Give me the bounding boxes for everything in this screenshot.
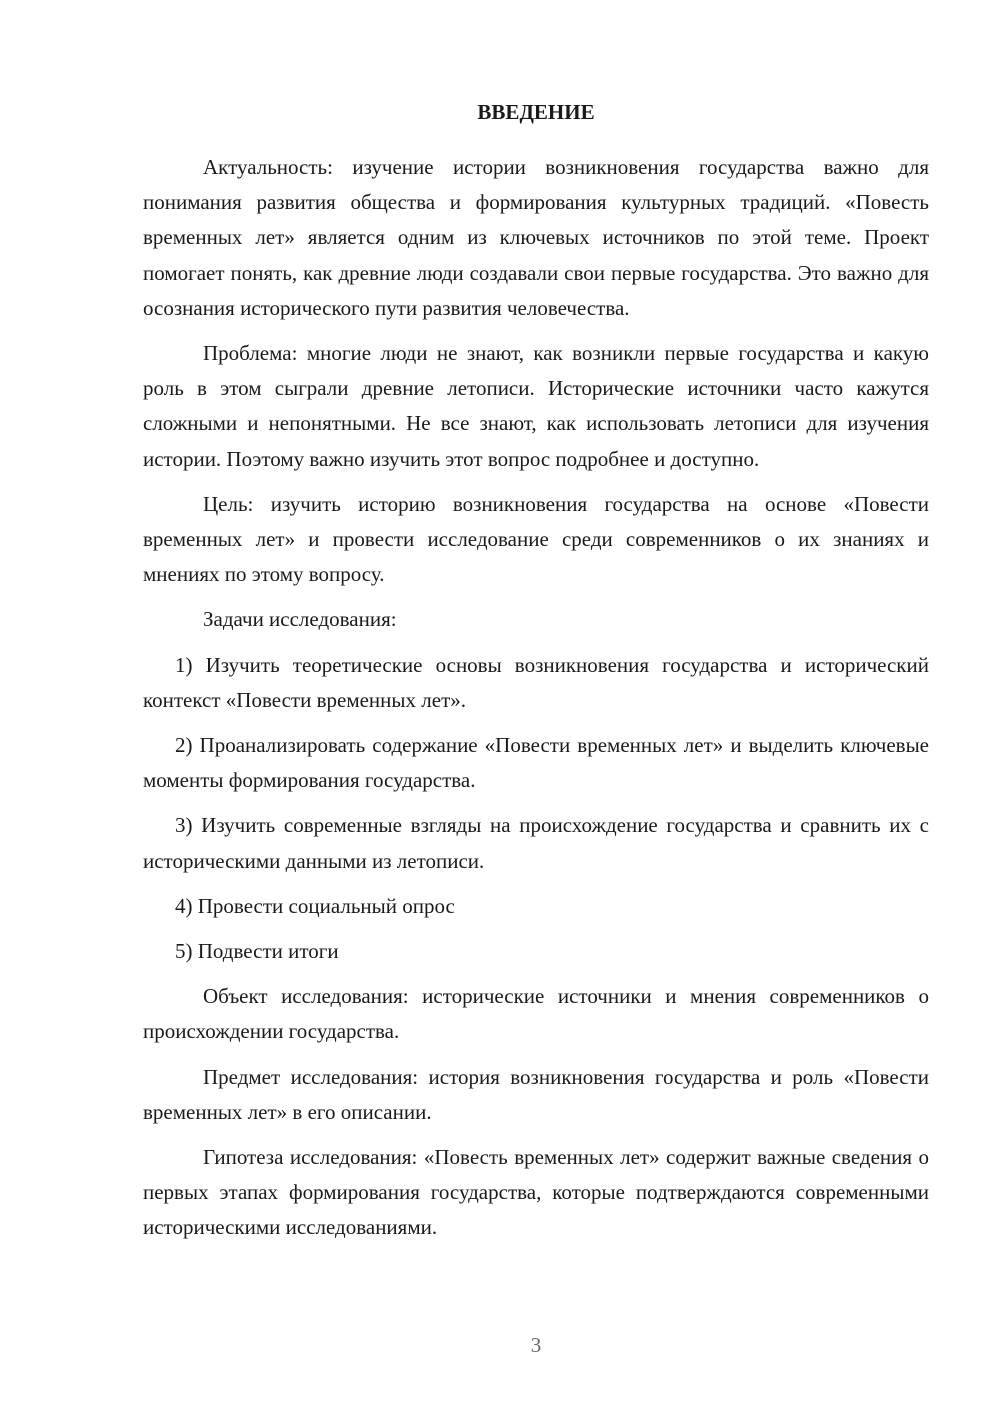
section-title: ВВЕДЕНИЕ	[477, 100, 595, 124]
paragraph-problem: Проблема: многие люди не знают, как возникли первые государства и какую роль в этом сыграли древние летописи. Исторические источники часто кажутся сложными и непонятными. Не все знают, как использовать летописи для изучения истории. Поэтому важно изучить этот вопрос подробнее и доступно.	[143, 341, 929, 471]
page-content	[143, 95, 929, 1246]
task-item-3: 3) Изучить современные взгляды на происхождение государства и сравнить их с историческими данными из летописи.	[143, 813, 929, 873]
paragraph-relevance: Актуальность: изучение истории возникновения государства важно для понимания развития общества и формирования культурных традиций. «Повесть временных лет» является одним из ключевых источников по этой теме. Проект помогает понять, как древние люди создавали свои первые государства. Это важно для осознания исторического пути развития человечества.	[143, 155, 929, 320]
paragraph-subject: Предмет исследования: история возникновения государства и роль «Повести временных лет» в его описании.	[143, 1064, 929, 1124]
paragraph-object: Объект исследования: исторические источники и мнения современников о происхождении государства.	[143, 984, 929, 1044]
page-number: 3	[530, 1333, 542, 1357]
task-item-4: 4) Провести социальный опрос	[175, 893, 455, 918]
paragraph-hypothesis: Гипотеза исследования: «Повесть временных лет» содержит важные сведения о первых этапах формирования государства, которые подтверждаются современными историческими исследованиями.	[143, 1145, 929, 1240]
task-item-5: 5) Подвести итоги	[175, 939, 339, 964]
paragraph-tasks-heading: Задачи исследования:	[203, 607, 397, 632]
task-item-2: 2) Проанализировать содержание «Повести временных лет» и выделить ключевые моменты формирования государства.	[143, 733, 929, 793]
paragraph-goal: Цель: изучить историю возникновения государства на основе «Повести временных лет» и провести исследование среди современников о их знаниях и мнениях по этому вопросу.	[143, 491, 929, 587]
task-item-1: 1) Изучить теоретические основы возникновения государства и исторический контекст «Повести временных лет».	[143, 652, 929, 712]
